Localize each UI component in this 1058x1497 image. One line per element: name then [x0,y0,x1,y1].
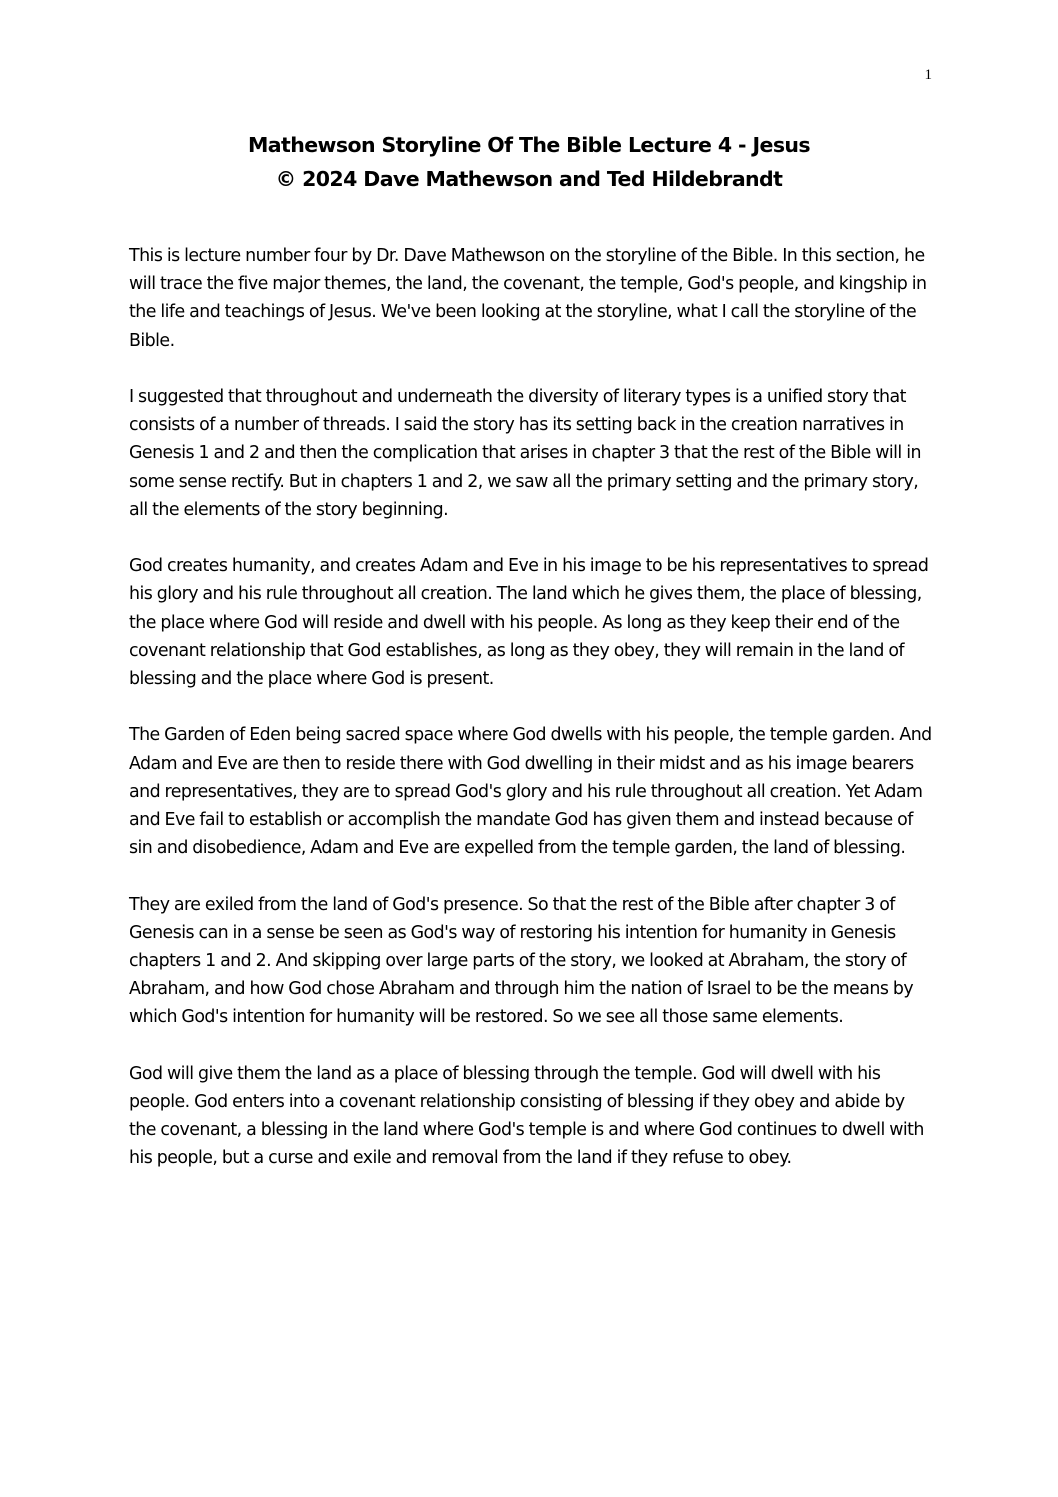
title-line-2: © 2024 Dave Mathewson and Ted Hildebrandt [275,167,783,191]
document-body [129,242,934,1201]
paragraph: This is lecture number four by Dr. Dave Mathewson on the storyline of the Bible. In this section, he will trace the five major themes, the land, the covenant, the temple, God's people, and kingship in the life and teachings of Jesus. We've been looking at the storyline, what I call the storyline of the Bible. [129,246,927,351]
paragraph: They are exiled from the land of God's presence. So that the rest of the Bible after chapter 3 of Genesis can in a sense be seen as God's way of restoring his intention for humanity in Genesis chapters 1 and 2. And skipping over large parts of the story, we looked at Abraham, the story of Abraham, and how God chose Abraham and through him the nation of Israel to be the means by which God's intention for humanity will be restored. So we see all those same elements. [129,894,914,1028]
paragraph: I suggested that throughout and underneath the diversity of literary types is a unified story that consists of a number of threads. I said the story has its setting back in the creation narratives in Genesis 1 and 2 and then the complication that arises in chapter 3 that the rest of the Bible will in some sense rectify. But in chapters 1 and 2, we saw all the primary setting and the primary story, all the elements of the story beginning. [129,387,921,520]
paragraph: God will give them the land as a place of blessing through the temple. God will dwell with his people. God enters into a covenant relationship consisting of blessing if they obey and abide by the covenant, a blessing in the land where God's temple is and where God continues to dwell with his people, but a curse and exile and removal from the land if they refuse to obey. [129,1063,924,1169]
document-title [0,128,1058,196]
paragraph: The Garden of Eden being sacred space where God dwells with his people, the temple garden. And Adam and Eve are then to reside there with God dwelling in their midst and as his image bearers and representatives, they are to spread God's glory and his rule throughout all creation. Yet Adam and Eve fail to establish or accomplish the mandate God has given them and instead because of sin and disobedience, Adam and Eve are expelled from the temple garden, the land of blessing. [129,725,932,859]
page-number: 1 [924,67,932,83]
paragraph: God creates humanity, and creates Adam and Eve in his image to be his representatives to spread his glory and his rule throughout all creation. The land which he gives them, the place of blessing, the place where God will reside and dwell with his people. As long as they keep their end of the covenant relationship that God establishes, as long as they obey, they will remain in the land of blessing and the place where God is present. [129,556,929,690]
title-line-1: Mathewson Storyline Of The Bible Lecture 4 - Jesus [247,133,811,157]
